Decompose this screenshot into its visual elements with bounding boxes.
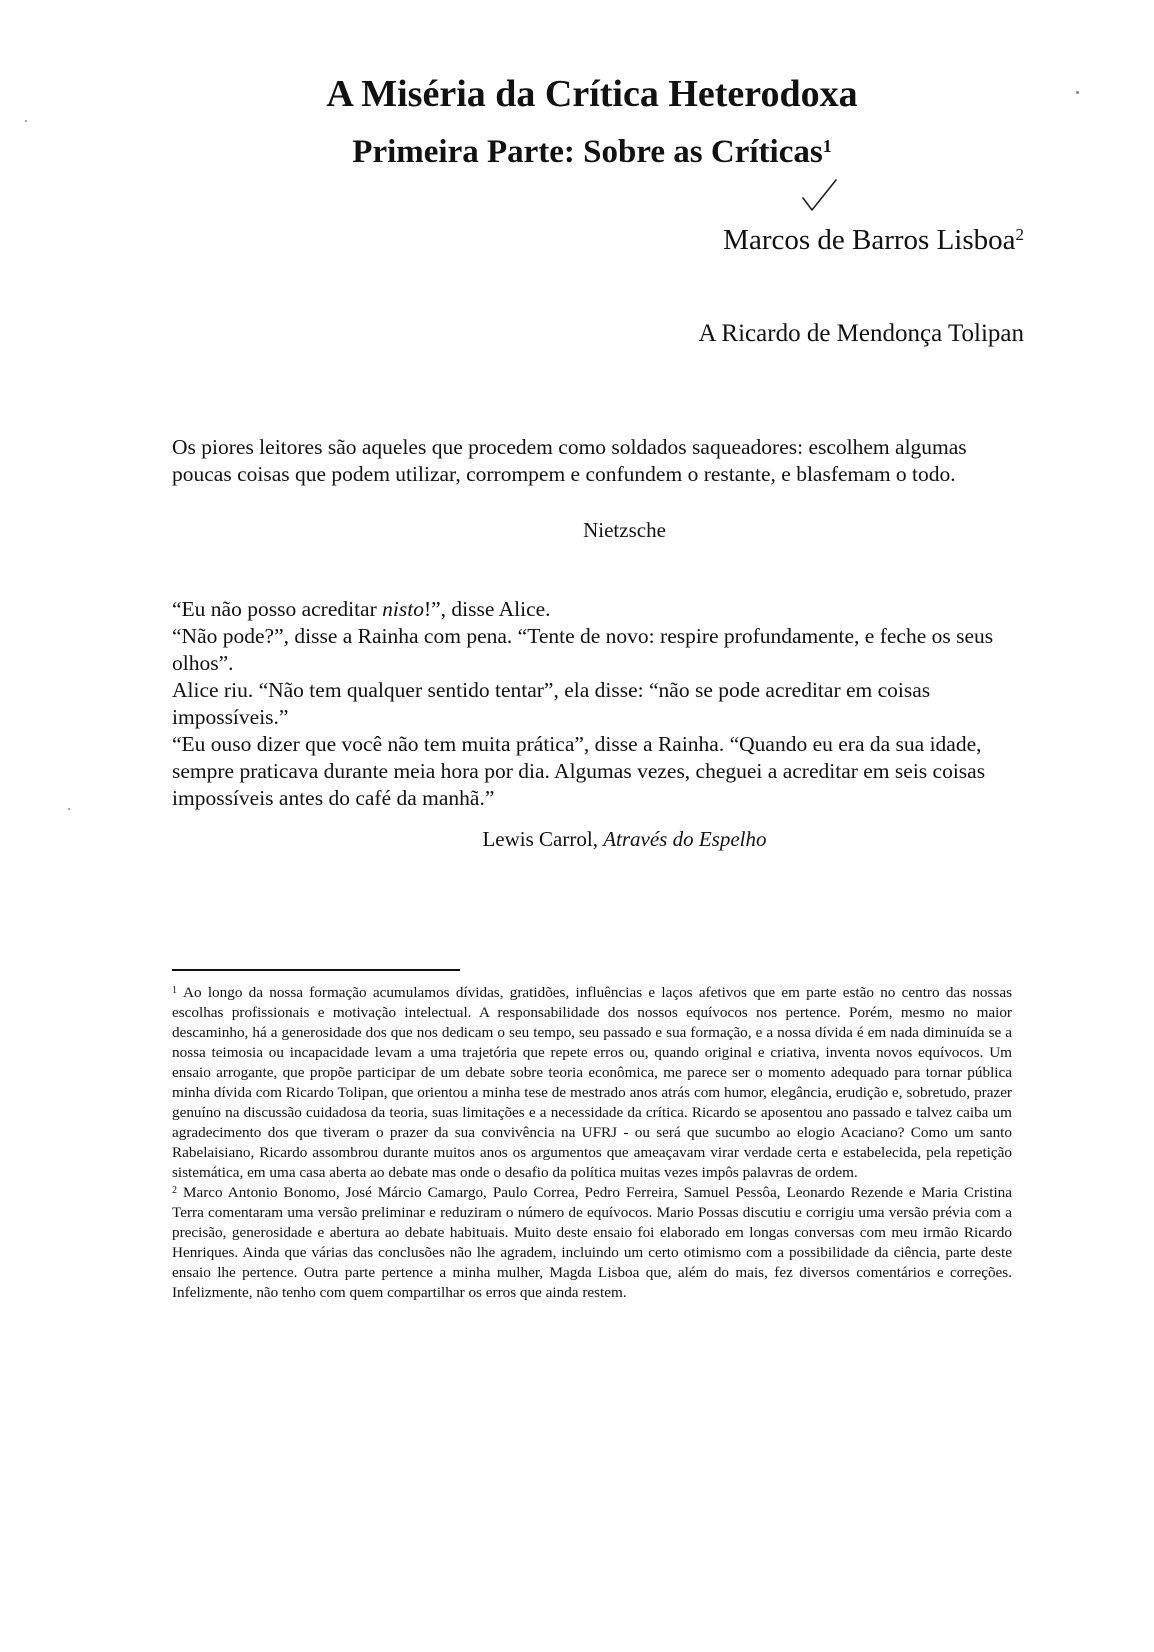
footnotes xyxy=(172,983,1012,1303)
handwritten-check-mark xyxy=(800,176,840,216)
epigraph-carroll-line-1: “Eu não posso acreditar nisto!”, disse Alice. xyxy=(172,597,551,621)
footnote-2-mark: 2 xyxy=(172,1185,177,1196)
epigraph-carroll-line-2: “Não pode?”, disse a Rainha com pena. “Tente de novo: respire profundamente, e feche os seus olhos”. xyxy=(172,624,994,675)
author-name: Marcos de Barros Lisboa$^2$ xyxy=(723,224,1024,256)
epigraph-carroll-line-4: “Eu ouso dizer que você não tem muita prática”, disse a Rainha. “Quando eu era da sua idade, sempre praticava durante meia hora por dia. Algumas vezes, cheguei a acreditar em seis coisas impossíveis antes do café da manhã.” xyxy=(172,732,986,810)
scan-speck xyxy=(25,120,27,122)
subtitle-footnote-mark[interactable]: 1 xyxy=(822,136,832,156)
epigraph-nietzsche-text: Os piores leitores são aqueles que procedem como soldados saqueadores: escolhem algumas poucas coisas que podem utilizar, corrompem e confundem o restante, e blasfemam o todo. xyxy=(172,435,967,486)
footnote-1: $^1$ Ao longo da nossa formação acumulamos dívidas, gratidões, influências e laços afetivos que em parte estão no centro das nossas escolhas profissionais e motivação intelectual. A responsabilidade dos nossos equívocos nos pertence. Porém, mesmo no maior descaminho, há a generosidade dos que nos dedicam o seu tempo, seu passado e sua formação, e a nossa dívida é em nada diminuída se a nossa teimosia ou incapacidade levam a uma trajetória que repete erros ou, quando original e criativa, inventa novos equívocos. Um ensaio arrogante, que propõe participar de um debate sobre teoria econômica, me parece ser o momento adequado para tornar pública minha dívida com Ricardo Tolipan, que orientou a minha tese de mestrado anos atrás com humor, elegância, erudição e, sobretudo, prazer genuíno na discussão cuidadosa da teoria, suas limitações e a necessidade da crítica. Ricardo se aposentou ano passado e talvez caiba um agradecimento dos que tiveram o prazer da sua convivência na UFRJ - ou será que sucumbo ao elogio Acaciano? Como um santo Rabelaisiano, Ricardo assombrou durante muitos anos os argumentos que ameaçavam virar verdade certa e estabelecida, pela repetição sistemática, em uma casa aberta ao debate mas onde o desafio da política muitas vezes impôs palavras de ordem. xyxy=(172,984,1012,1181)
footnote-1-mark: 1 xyxy=(172,985,177,996)
scan-speck xyxy=(1076,91,1079,94)
footnote-separator xyxy=(172,969,460,971)
epigraph-carroll-line-3: Alice riu. “Não tem qualquer sentido tentar”, ela disse: “não se pode acreditar em coisas impossíveis.” xyxy=(172,678,931,729)
footnote-2: $^2$ Marco Antonio Bonomo, José Márcio Camargo, Paulo Correa, Pedro Ferreira, Samuel Pessôa, Leonardo Rezende e Maria Cristina Terra comentaram uma versão preliminar e reduziram o número de equívocos. Mario Possas discutiu e corrigiu uma versão prévia com a precisão, generosidade e abertura ao debate habituais. Muito deste ensaio foi elaborado em longas conversas com meu irmão Ricardo Henriques. Ainda que várias das conclusões não lhe agradem, incluindo um certo otimismo com a possibilidade da ciência, parte deste ensaio lhe pertence. Outra parte pertence a minha mulher, Magda Lisboa que, além do mais, fez diversos comentários e correções. Infelizmente, não tenho com quem compartilhar os erros que ainda restem. xyxy=(172,1184,1012,1301)
epigraph-carroll-attribution: Lewis Carrol, Através do Espelho xyxy=(482,827,767,851)
epigraph-carroll xyxy=(172,596,1012,812)
scan-speck xyxy=(68,808,70,810)
epigraph-nietzsche-attribution: Nietzsche xyxy=(583,518,666,542)
document-subtitle: Primeira Parte: Sobre as Críticas$^1$ xyxy=(352,134,832,170)
author-footnote-mark[interactable]: 2 xyxy=(1015,225,1024,244)
dedication: A Ricardo de Mendonça Tolipan xyxy=(698,320,1024,347)
document-title: A Miséria da Crítica Heterodoxa xyxy=(326,73,858,115)
epigraph-nietzsche xyxy=(172,434,1012,488)
